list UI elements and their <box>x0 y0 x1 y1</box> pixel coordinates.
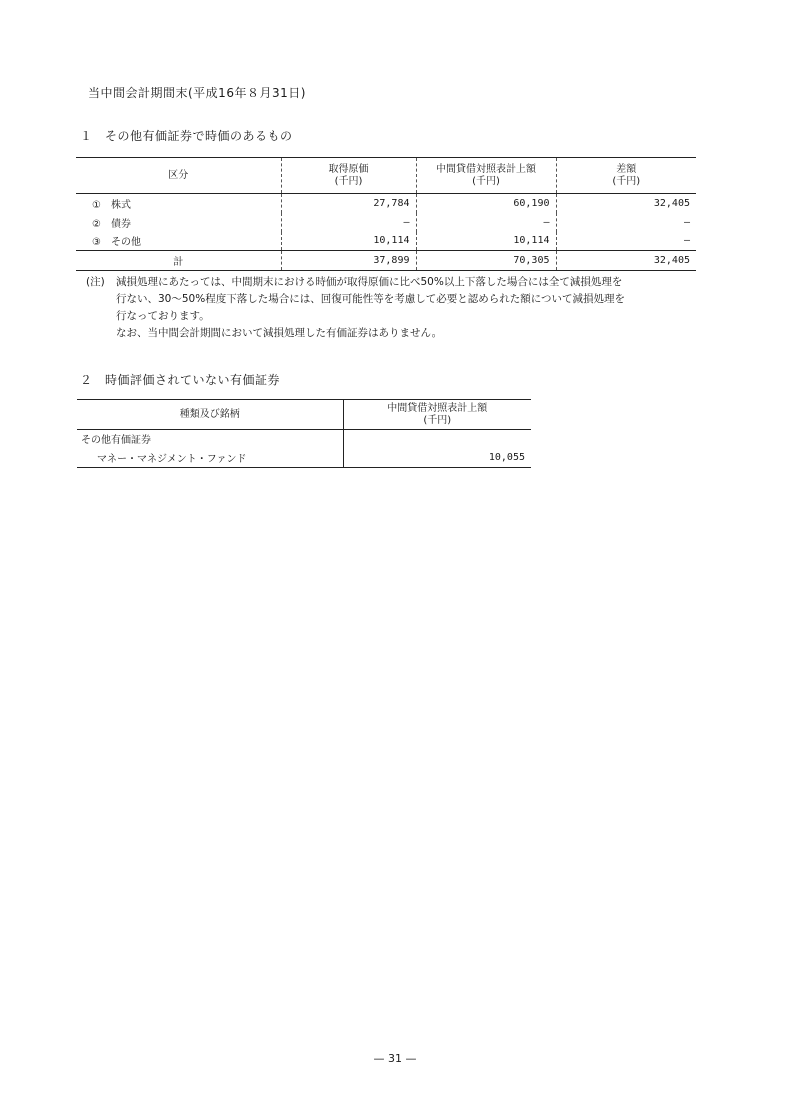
securities-market-value-table <box>76 157 696 271</box>
note-line: 行ない、30〜50%程度下落した場合には、回復可能性等を考慮して必要と認められた額について減損処理を <box>116 293 625 305</box>
total-diff: 32,405 <box>556 251 696 271</box>
item-label: マネー・マネジメント・ファンド <box>97 453 247 465</box>
total-cost: 37,899 <box>281 251 416 271</box>
row-label: ① 株式 <box>92 199 131 211</box>
header-name: 種類及び銘柄 <box>179 408 240 420</box>
row-diff: 32,405 <box>556 194 696 213</box>
header-carrying-label: 中間貸借対照表計上額 <box>387 402 488 414</box>
header-cost <box>281 158 416 194</box>
item-value: 10,055 <box>343 448 531 468</box>
header-category: 区分 <box>168 169 189 181</box>
period-title: 当中間会計期間末(平成16年８月31日) <box>88 86 306 100</box>
header-carrying-unit: (千円) <box>423 414 452 426</box>
header-carrying-label: 中間貸借対照表計上額 <box>436 163 536 175</box>
header-diff-unit: (千円) <box>612 175 641 187</box>
row-diff: — <box>556 232 696 251</box>
note-block <box>86 274 706 342</box>
total-label: 計 <box>173 257 184 268</box>
note-label: (注) <box>86 276 105 288</box>
row-label: ② 債券 <box>92 218 131 230</box>
table-row <box>76 213 696 232</box>
table-total-row <box>76 251 696 271</box>
note-line: 行なっております。 <box>116 310 210 322</box>
row-label: ③ その他 <box>92 237 141 249</box>
row-cost: — <box>281 213 416 232</box>
row-carrying: 60,190 <box>416 194 556 213</box>
table-header-row <box>77 400 531 430</box>
note-line: 減損処理にあたっては、中間期末における時価が取得原価に比べ50%以上下落した場合には全て減損処理を <box>116 276 623 288</box>
section2-title: ２ 時価評価されていない有価証券 <box>80 373 281 387</box>
page-number: — 31 — <box>373 1052 417 1065</box>
row-cost: 27,784 <box>281 194 416 213</box>
row-carrying: 10,114 <box>416 232 556 251</box>
group-label: その他有価証券 <box>81 435 151 447</box>
unlisted-securities-table <box>77 399 531 468</box>
section1-title: １ その他有価証券で時価のあるもの <box>80 129 293 143</box>
header-carrying <box>416 158 556 194</box>
table-header-row <box>76 158 696 194</box>
total-carrying: 70,305 <box>416 251 556 271</box>
table-row <box>77 448 531 468</box>
header-diff-label: 差額 <box>616 163 637 175</box>
note-line: なお、当中間会計期間において減損処理した有価証券はありません。 <box>116 327 443 339</box>
header-carrying <box>343 400 531 430</box>
table-row <box>76 194 696 213</box>
table-row <box>76 232 696 251</box>
header-diff <box>556 158 696 194</box>
table-row <box>77 430 531 448</box>
row-diff: — <box>556 213 696 232</box>
header-cost-label: 取得原価 <box>328 163 369 175</box>
header-carrying-unit: (千円) <box>472 175 500 187</box>
row-cost: 10,114 <box>281 232 416 251</box>
header-cost-unit: (千円) <box>334 175 363 187</box>
row-carrying: — <box>416 213 556 232</box>
